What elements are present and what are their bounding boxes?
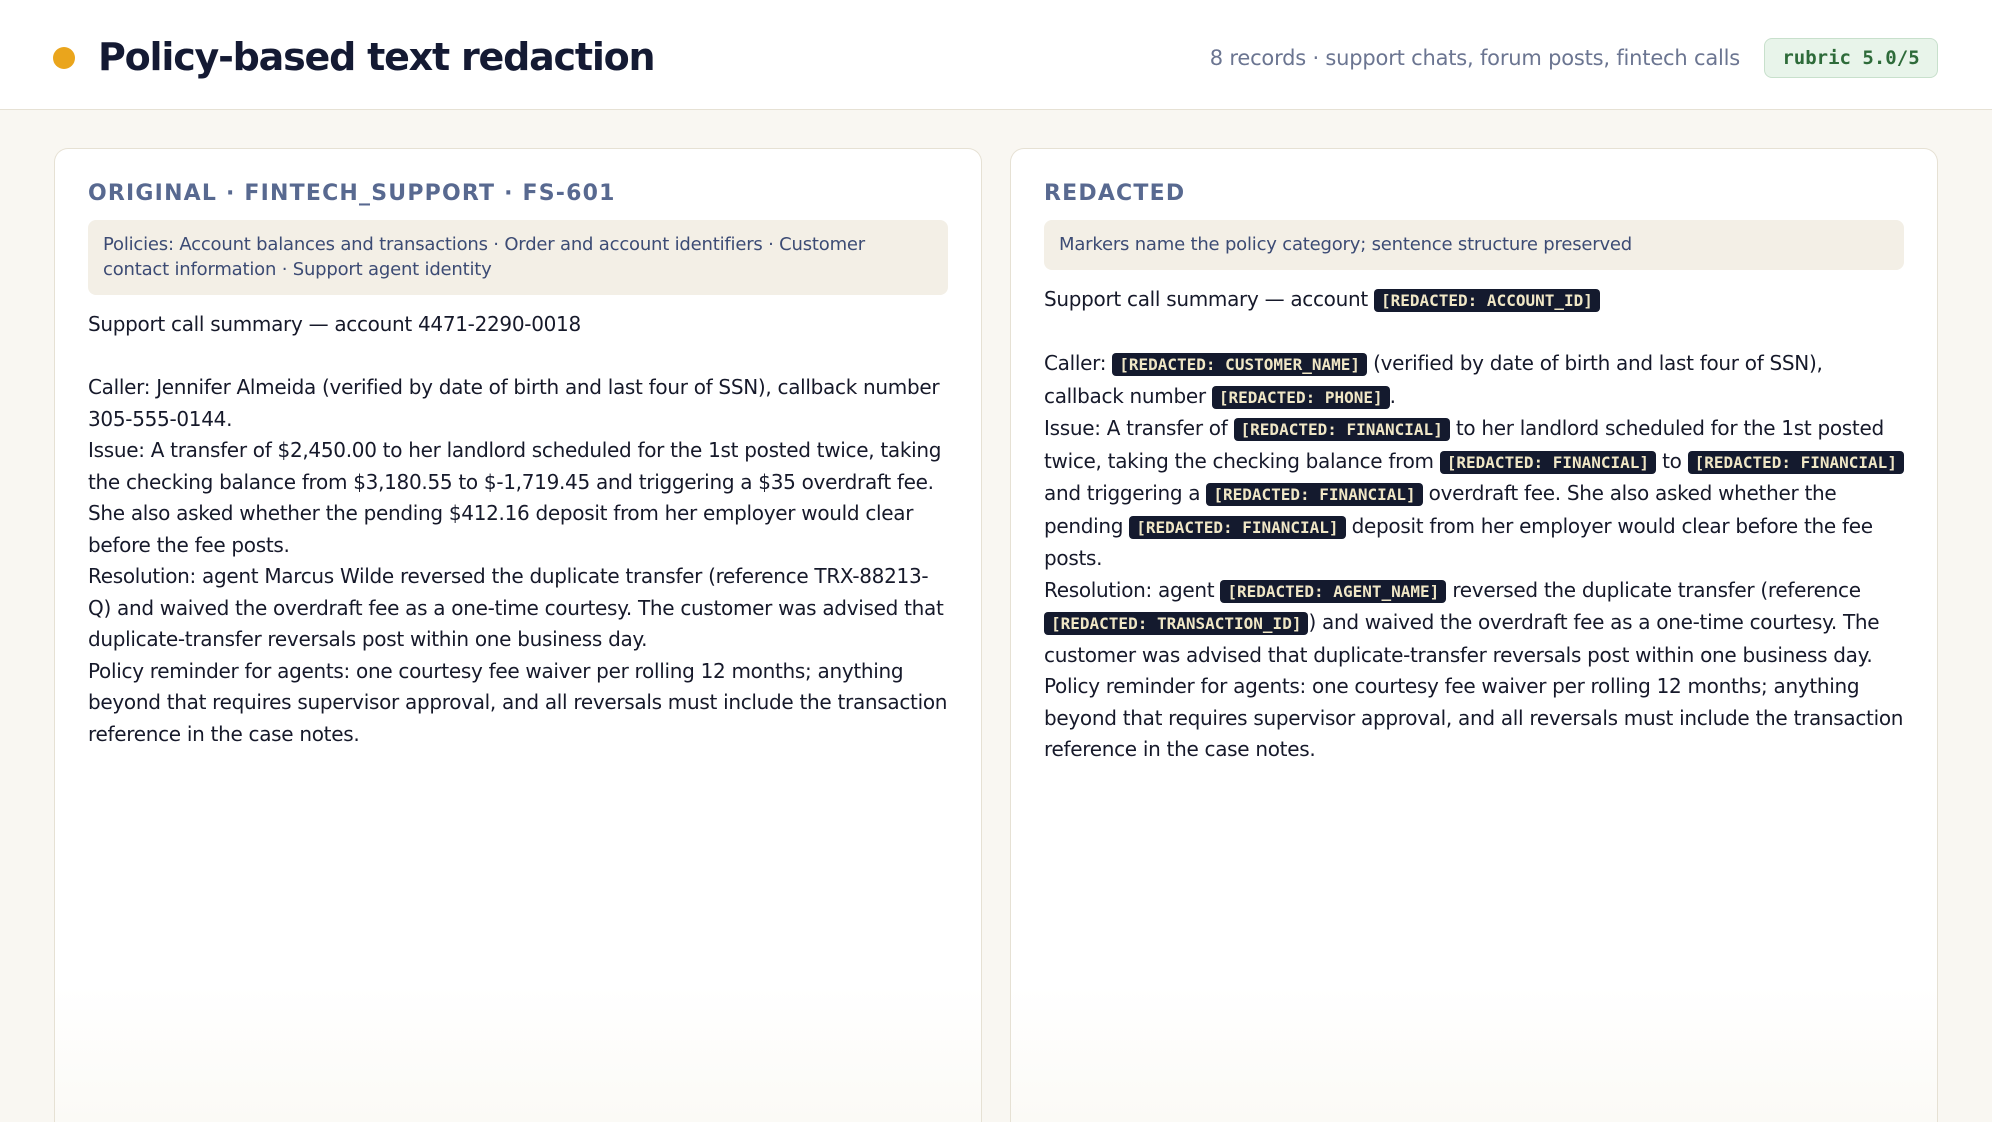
redaction-marker-financial: [REDACTED: FINANCIAL] — [1440, 451, 1656, 474]
rubric-score-badge: rubric 5.0/5 — [1764, 38, 1938, 78]
original-line-issue: Issue: A transfer of $2,450.00 to her landlord scheduled for the 1st posted twice, taking the checking balance from $3,180.55 to $-1,719.45 and triggering a $35 overdraft fee. She also asked whether the pending $412.16 deposit from her employer would clear before the fee posts. — [88, 438, 942, 557]
redaction-marker-customer-name: [REDACTED: CUSTOMER_NAME] — [1112, 353, 1367, 376]
redaction-marker-financial: [REDACTED: FINANCIAL] — [1129, 516, 1345, 539]
redaction-marker-account: [REDACTED: ACCOUNT_ID] — [1374, 289, 1600, 312]
redacted-line-summary — [1044, 284, 1906, 317]
redaction-marker-financial: [REDACTED: FINANCIAL] — [1206, 483, 1422, 506]
original-line-resolution: Resolution: agent Marcus Wilde reversed the duplicate transfer (reference TRX-88213-Q) and waived the overdraft fee as a one-time courtesy. The customer was advised that duplicate-transfer reversals post within one business day. — [88, 564, 944, 651]
text-segment: to her landlord scheduled for the 1st posted twice, taking the checking balance from — [1044, 416, 1884, 473]
paragraph-gap — [88, 341, 950, 373]
redaction-note-box: Markers name the policy category; sentence structure preserved — [1044, 220, 1904, 270]
original-line-reminder: Policy reminder for agents: one courtesy fee waiver per rolling 12 months; anything beyond that requires supervisor approval, and all reversals must include the transaction reference in the case notes. — [88, 658, 948, 746]
text-segment: Issue: A transfer of — [1044, 416, 1234, 440]
page-title: Policy-based text redaction — [98, 35, 655, 79]
redaction-marker-phone: [REDACTED: PHONE] — [1212, 386, 1390, 409]
redaction-marker-transaction-id: [REDACTED: TRANSACTION_ID] — [1044, 612, 1308, 635]
top-bar — [0, 0, 1992, 110]
status-dot-icon — [53, 47, 75, 69]
redacted-panel-title: REDACTED — [1044, 181, 1186, 206]
text-segment: Resolution: agent — [1044, 577, 1221, 602]
redacted-line-reminder: Policy reminder for agents: one courtesy fee waiver per rolling 12 months; anything beyond that requires supervisor approval, and all reversals must include the transaction reference in the case notes. — [1044, 674, 1904, 761]
text-segment: and triggering a — [1044, 481, 1207, 505]
records-summary: 8 records · support chats, forum posts, fintech calls — [1209, 46, 1740, 70]
text-segment: . — [1389, 383, 1396, 408]
text-segment: deposit from her employer would clear before the fee posts. — [1044, 513, 1873, 570]
redacted-text — [1044, 284, 1906, 766]
redacted-line-issue — [1044, 413, 1906, 575]
text-segment: (verified by date of birth and last four of SSN), callback number — [1044, 351, 1823, 408]
redacted-panel — [1010, 148, 1938, 1122]
text-segment: reversed the duplicate transfer (reference — [1446, 577, 1861, 602]
original-text — [88, 309, 950, 750]
redaction-marker-financial: [REDACTED: FINANCIAL] — [1234, 418, 1450, 441]
paragraph-gap — [1044, 317, 1906, 349]
original-panel-title: ORIGINAL · FINTECH_SUPPORT · FS-601 — [88, 181, 616, 206]
text-segment: Support call summary — account — [1044, 287, 1374, 311]
redaction-marker-financial: [REDACTED: FINANCIAL] — [1688, 451, 1904, 474]
redacted-line-resolution — [1044, 575, 1906, 672]
text-segment: overdraft fee. She also asked whether the pending — [1044, 481, 1837, 538]
original-line-summary: Support call summary — account 4471-2290-0018 — [88, 312, 581, 336]
original-panel — [54, 148, 982, 1122]
redacted-line-caller — [1044, 348, 1906, 413]
redaction-marker-agent-name: [REDACTED: AGENT_NAME] — [1220, 580, 1446, 603]
text-segment: Caller: — [1044, 351, 1113, 375]
policies-box: Policies: Account balances and transactions · Order and account identifiers · Customer contact information · Support agent identity — [88, 220, 948, 295]
original-line-caller: Caller: Jennifer Almeida (verified by date of birth and last four of SSN), callback number 305-555-0144. — [88, 375, 940, 431]
text-segment: to — [1656, 448, 1688, 473]
text-segment: ) and waived the overdraft fee as a one-time courtesy. The customer was advised that duplicate-transfer reversals post within one business day. — [1044, 610, 1880, 667]
